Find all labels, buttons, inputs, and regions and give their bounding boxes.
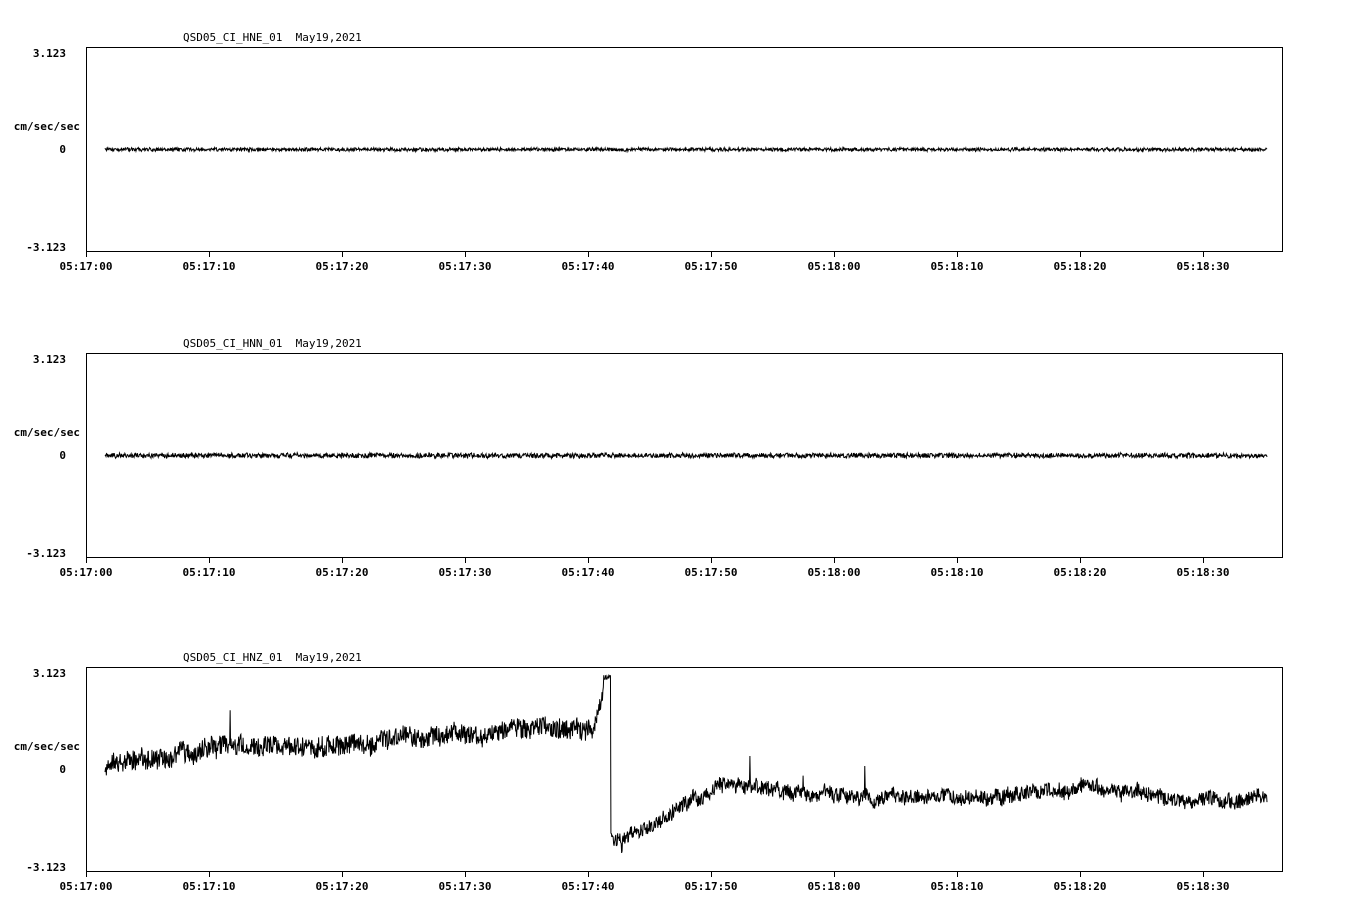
- xtick-label: 05:17:10: [182, 260, 236, 273]
- xtick-mark: [588, 872, 589, 877]
- xtick-label: 05:18:20: [1053, 880, 1107, 893]
- xtick-label: 05:17:00: [59, 880, 113, 893]
- xtick-mark: [1203, 872, 1204, 877]
- xtick-label: 05:17:30: [438, 566, 492, 579]
- trace-hnn: [87, 354, 1282, 557]
- xtick-mark: [465, 558, 466, 563]
- xtick-mark: [711, 872, 712, 877]
- ytick-bottom-hne: -3.123: [26, 241, 66, 254]
- xtick-mark: [209, 252, 210, 257]
- xtick-mark: [86, 252, 87, 257]
- xtick-mark: [588, 252, 589, 257]
- xtick-label: 05:18:20: [1053, 566, 1107, 579]
- xtick-mark: [957, 252, 958, 257]
- xtick-label: 05:18:00: [807, 260, 861, 273]
- plot-area-hnz: [86, 667, 1283, 872]
- plot-area-hne: [86, 47, 1283, 252]
- ytick-top-hne: 3.123: [32, 47, 66, 60]
- xtick-mark: [465, 872, 466, 877]
- xtick-label: 05:17:40: [561, 880, 615, 893]
- ytick-top-hnz: 3.123: [32, 667, 66, 680]
- xtick-label: 05:17:50: [684, 880, 738, 893]
- ylabel-hnn: cm/sec/sec: [13, 426, 80, 439]
- xtick-label: 05:18:10: [930, 566, 984, 579]
- ytick-bottom-hnz: -3.123: [26, 861, 66, 874]
- panel-title-hne: QSD05_CI_HNE_01 May19,2021: [183, 31, 362, 44]
- ytick-mid-hnz: 0: [59, 763, 66, 776]
- xtick-mark: [209, 872, 210, 877]
- xtick-mark: [1080, 252, 1081, 257]
- xtick-label: 05:17:40: [561, 566, 615, 579]
- xtick-label: 05:17:00: [59, 260, 113, 273]
- xtick-label: 05:18:30: [1176, 260, 1230, 273]
- ytick-bottom-hnn: -3.123: [26, 547, 66, 560]
- ylabel-hne: cm/sec/sec: [13, 120, 80, 133]
- trace-hnz: [87, 668, 1282, 871]
- xtick-label: 05:17:00: [59, 566, 113, 579]
- xtick-mark: [342, 252, 343, 257]
- xtick-label: 05:17:40: [561, 260, 615, 273]
- panel-hne: [0, 0, 1358, 300]
- xtick-mark: [711, 558, 712, 563]
- xtick-label: 05:18:20: [1053, 260, 1107, 273]
- xtick-label: 05:17:10: [182, 566, 236, 579]
- xtick-label: 05:18:10: [930, 260, 984, 273]
- xtick-mark: [834, 872, 835, 877]
- xtick-mark: [957, 872, 958, 877]
- plot-area-hnn: [86, 353, 1283, 558]
- xtick-label: 05:17:30: [438, 260, 492, 273]
- xtick-mark: [711, 252, 712, 257]
- xtick-mark: [342, 872, 343, 877]
- xtick-label: 05:17:20: [315, 260, 369, 273]
- ytick-mid-hne: 0: [59, 143, 66, 156]
- xtick-label: 05:17:20: [315, 566, 369, 579]
- xtick-mark: [86, 872, 87, 877]
- xtick-mark: [1080, 558, 1081, 563]
- xtick-label: 05:18:00: [807, 880, 861, 893]
- xtick-label: 05:17:10: [182, 880, 236, 893]
- xtick-mark: [1203, 252, 1204, 257]
- panel-title-hnn: QSD05_CI_HNN_01 May19,2021: [183, 337, 362, 350]
- xtick-label: 05:18:00: [807, 566, 861, 579]
- xtick-label: 05:17:50: [684, 566, 738, 579]
- xtick-mark: [1203, 558, 1204, 563]
- xtick-mark: [86, 558, 87, 563]
- trace-hne: [87, 48, 1282, 251]
- xtick-label: 05:18:30: [1176, 566, 1230, 579]
- ytick-top-hnn: 3.123: [32, 353, 66, 366]
- xtick-mark: [834, 252, 835, 257]
- xtick-mark: [209, 558, 210, 563]
- xtick-label: 05:17:50: [684, 260, 738, 273]
- panel-title-hnz: QSD05_CI_HNZ_01 May19,2021: [183, 651, 362, 664]
- xtick-mark: [465, 252, 466, 257]
- panel-hnn: [0, 306, 1358, 606]
- xtick-label: 05:18:30: [1176, 880, 1230, 893]
- xtick-mark: [342, 558, 343, 563]
- xtick-mark: [834, 558, 835, 563]
- panel-hnz: [0, 612, 1358, 924]
- xtick-mark: [588, 558, 589, 563]
- xtick-label: 05:17:20: [315, 880, 369, 893]
- ytick-mid-hnn: 0: [59, 449, 66, 462]
- ylabel-hnz: cm/sec/sec: [13, 740, 80, 753]
- xtick-mark: [957, 558, 958, 563]
- xtick-label: 05:17:30: [438, 880, 492, 893]
- xtick-label: 05:18:10: [930, 880, 984, 893]
- xtick-mark: [1080, 872, 1081, 877]
